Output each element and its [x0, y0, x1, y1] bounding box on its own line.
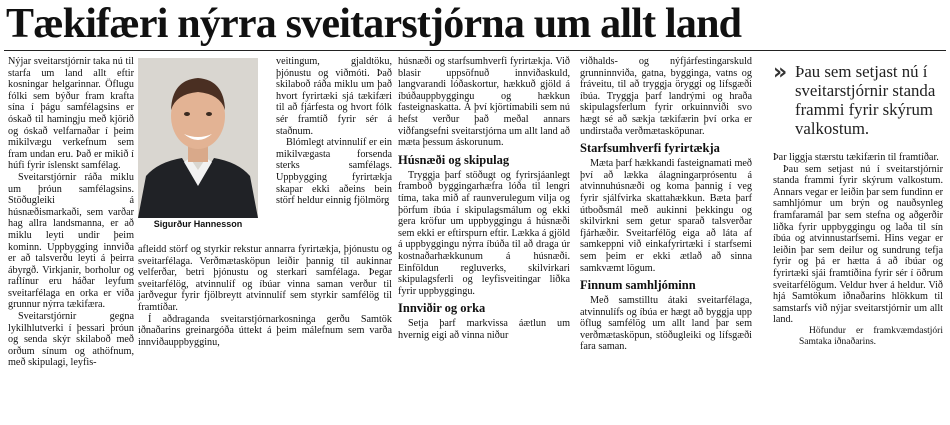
- column-2-top: [276, 56, 392, 207]
- col4-paragraph-3: Með samstilltu átaki sveitarfélaga, atvinnulífs og íbúa er hægt að byggja upp öflug samfélög um allt land þar sem verðmætasköpun, stöðugleiki og lífsgæði fara saman.: [580, 295, 752, 353]
- subhead-starfsumhverfi: Starfsumhverfi fyrirtækja: [580, 141, 720, 156]
- col1-paragraph-2: Sveitarstjórnir ráða miklu um þróun samfélagsins. Stöðugleiki á húsnæðismarkaði, sem varðar hag allra landsmanna, er að miklu leyti undir þeim kominn. Uppbygging innviða er að talsverðu leyti á þeirra ábyrgð. Virkjanir, borholur og raflínur eru háðar leyfum sveitarfélaga en orka er víða grunnur nýrra tækifæra.: [8, 171, 134, 311]
- subhead-husnaedi: Húsnæði og skipulag: [398, 152, 510, 167]
- column-5: [773, 152, 943, 348]
- column-4: [580, 56, 752, 353]
- col1-paragraph-1: Nýjar sveitarstjórnir taka nú til starfa um land allt eftir kosningar helgarinnar. Öflugu fólki sem býður fram krafta sína í þágu samfélagsins er óskað til hamingju með kjörið og óskað velfarnaðar í þeim mikilvægu verkefnum sem fram undan eru. Það er mikið í húfi fyrir íslenskt samfélag.: [8, 56, 134, 172]
- column-1: [8, 56, 134, 369]
- col5-paragraph-2: Þau sem setjast nú í sveitarstjórnir standa frammi fyrir skýrum valkostum. Annars vegar er leiðin þar sem fundinn er samhljómur um brýn og nauðsynleg framfaramál þar sem stefna og aðgerðir liðka fyrir uppbyggingu og laða til sín íbúa og atvinnustarfsemi. Hins vegar er leiðin þar sem deilur og sundrung tefja fyrir og þá er hætta á að íbúar og fyrirtæki sjái framtíðina fyrir sér í öðrum sveitarfélögum. Veldur hver á heldur. Við hjá Samtökum iðnaðarins hlökkum til samstarfs við nýjar sveitarstjórnir um allt land.: [773, 163, 944, 326]
- headline: Tækifæri nýrra sveitarstjórna um allt land: [6, 1, 742, 47]
- column-2-bottom: [138, 244, 392, 348]
- pull-quote-text: Þau sem setjast nú í sveitarstjórnir standa frammi fyrir skýrum valkostum.: [795, 62, 936, 138]
- col3-paragraph-3: Setja þarf markvissa áætlun um hvernig eigi að vinna niður: [398, 318, 570, 341]
- author-caption: Sigurður Hannesson: [153, 219, 243, 229]
- subhead-samhljom: Finnum samhljóminn: [580, 278, 696, 293]
- col1-paragraph-3: Sveitarstjórnir gegna lykilhlutverki í þessari þróun og senda skýr skilaboð með orðum sínum og athöfnum, með skipulagi, leyfis-: [8, 311, 134, 369]
- subhead-innvidir: Innviðir og orka: [398, 301, 486, 316]
- col3-paragraph-1: húsnæði og starfsumhverfi fyrirtækja. Við blasir uppsöfnuð innviðaskuld, langvarandi lóðaskortur, hækkuð gjöld á íbúðauppbyggingu og hækkun fasteignaskatta. Á því kjörtímabili sem nú hefst verður það meðal annars viðfangsefni sveitarstjórna um allt land að mæta þessum áskorunum.: [398, 56, 570, 149]
- col2-paragraph-2b: afleidd störf og styrkir rekstur annarra fyrirtækja, þjónustu og sveitarfélaga. Verðmætasköpun leiðir þannig til aukinnar velferðar, betri þjónustu og sterkari samfélaga. Þegar sveitarfélög, atvinnulíf og íbúar vinna saman verður til jarðvegur fyrir fjölbreytt atvinnulíf sem styrkir samfélög til framtíðar.: [138, 244, 392, 313]
- col4-paragraph-2: Mæta þarf hækkandi fasteignamati með því að lækka álagningarprósentu á atvinnuhúsnæði og koma þannig í veg fyrir sjálfvirka skattahækkun. Bæta þarf útboðsmál með aukinni þekkingu og skilvirkni sem getur sparað talsverðar fjárhæðir. Sveitarfélög eiga að láta af samkeppni við einkafyrirtæki í starfsemi sem þeim er ekki ætlað að sinna samkvæmt lögum.: [580, 158, 752, 274]
- col2-paragraph-3: Í aðdraganda sveitarstjórnarkosninga gerðu Samtök iðnaðarins greinargóða úttekt á þeim málefnum sem varða innviðauppbygginu,: [138, 313, 392, 348]
- quote-chevron-icon: »: [773, 60, 788, 85]
- pull-quote: [773, 62, 943, 138]
- col2-paragraph-2a: Blómlegt atvinnulíf er ein mikilvægasta forsenda sterks samfélags. Uppbygging fyrirtækja skapar ekki aðeins bein störf heldur einnig fjölmörg: [276, 137, 392, 207]
- author-photo: [138, 58, 258, 218]
- col2-paragraph-1: veitingum, gjaldtöku, þjónustu og viðmóti. Það skilaboð ráða miklu um það hvort fyrirtæki sjá tækifæri til að fjárfesta og hvort fólk sér framtíð fyrir sér á staðnum.: [276, 56, 392, 137]
- headline-rule: [4, 50, 946, 51]
- author-photo-block: [138, 58, 258, 228]
- column-3: [398, 56, 570, 341]
- col3-paragraph-2: Tryggja þarf stöðugt og fyrirsjáanlegt framboð byggingarhæfra lóða til lengri tíma, taka mið af raunverulegum vilja og þörfum íbúa í skipulagsmálum og ekki gera kröfur um uppbyggingu á húsnæði sem ekki er eftirspurn eftir. Lækka á gjöld á uppbyggingu nýrra íbúða til að draga úr kostnaðarhækkunum á húsnæði. Einföldun regluverks, skilvirkari skipulagsferli og leyfisveitingar liðka fyrir uppbyggingu.: [398, 169, 570, 297]
- col4-paragraph-1: viðhalds- og nýfjárfestingarskuld grunninnviða, gatna, bygginga, vatns og fráveitu, til að tryggja öryggi og lífsgæði íbúa. Tryggja þarf landrými og hraða skipulagsferlum fyrir orkuinnviði svo hægt sé að sækja tækifærin því orka er undirstaða verðmætasköpunar.: [580, 56, 752, 137]
- col5-paragraph-1: Þar liggja stærstu tækifærin til framtíðar.: [773, 152, 939, 163]
- author-signature: Höfundur er framkvæmdastjóri Samtaka iðnaðarins.: [799, 325, 943, 347]
